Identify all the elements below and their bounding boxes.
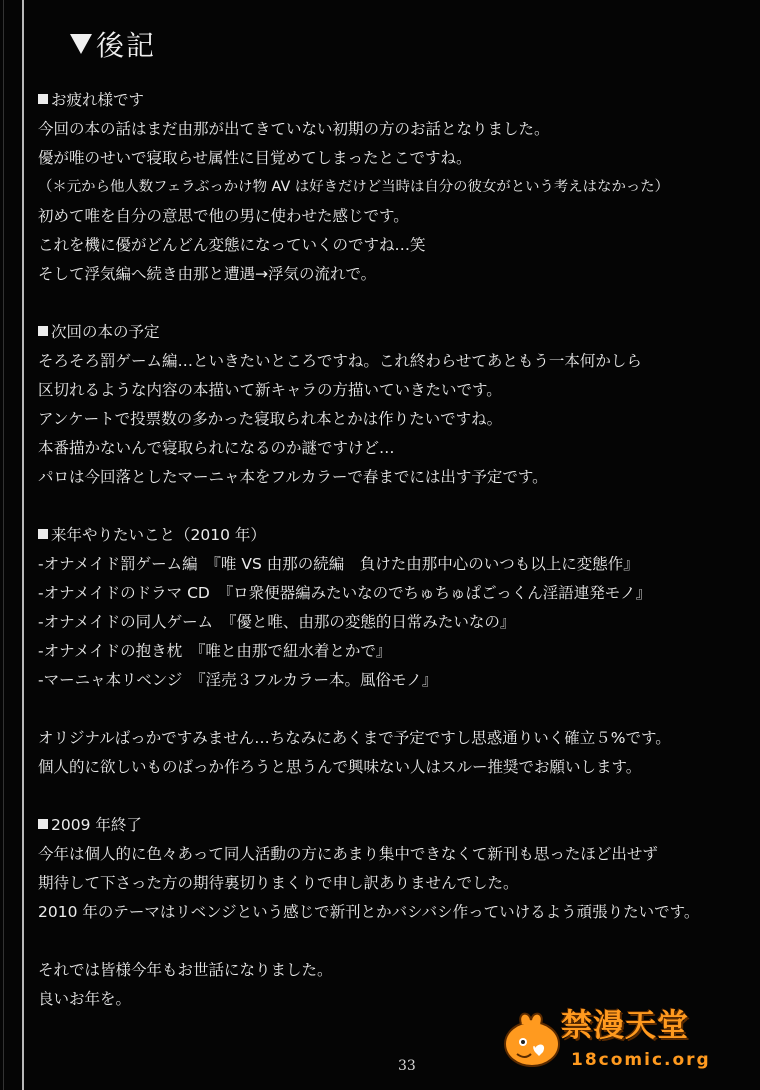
section-heading: 来年やりたいこと（2010 年） bbox=[38, 521, 756, 550]
page-title-text: 後記 bbox=[96, 29, 157, 62]
afterword-body bbox=[38, 86, 756, 1014]
list-item: -マーニャ本リベンジ 『淫売３フルカラー本。風俗モノ』 bbox=[38, 671, 438, 689]
section-heading: 2009 年終了 bbox=[38, 811, 756, 840]
text-line: 今年は個人的に色々あって同人活動の方にあまり集中できなくて新刊も思ったほど出せず bbox=[38, 845, 658, 863]
section-heading: 次回の本の予定 bbox=[38, 318, 756, 347]
section-heading: お疲れ様です bbox=[38, 86, 756, 115]
list-item: -オナメイドのドラマ CD 『ロ衆便器編みたいなのでちゅちゅぱごっくん淫語連発モノ』 bbox=[38, 584, 652, 602]
text-line: アンケートで投票数の多かった寝取られ本とかは作りたいですね。 bbox=[38, 410, 503, 428]
text-line: 本番描かないんで寝取られになるのか謎ですけど… bbox=[38, 439, 395, 457]
text-line: 個人的に欲しいものばっか作ろうと思うんで興味ない人はスルー推奨でお願いします。 bbox=[38, 758, 642, 776]
text-line: （＊元から他人数フェラぶっかけ物 AV は好きだけど当時は自分の彼女がという考えはなかった） bbox=[38, 179, 670, 195]
text-line: 初めて唯を自分の意思で他の男に使わせた感じです。 bbox=[38, 207, 409, 225]
text-line: 今回の本の話はまだ由那が出てきていない初期の方のお話となりました。 bbox=[38, 120, 550, 138]
watermark-domain: 18comic.org bbox=[571, 1050, 711, 1070]
text-line: 2010 年のテーマはリベンジという感じで新刊とかバシバシ作っていけるよう頑張りたいです。 bbox=[38, 903, 700, 921]
text-line: 区切れるような内容の本描いて新キャラの方描いていきたいです。 bbox=[38, 381, 502, 399]
text-line: パロは今回落としたマーニャ本をフルカラーで春までには出す予定です。 bbox=[38, 468, 548, 486]
section-note bbox=[38, 724, 756, 782]
text-line: 良いお年を。 bbox=[38, 990, 132, 1008]
watermark-name: 禁漫天堂 bbox=[561, 1008, 689, 1044]
text-line: オリジナルばっかですみません…ちなみにあくまで予定ですし思惑通りいく確立５%です。 bbox=[38, 729, 671, 747]
section-greeting bbox=[38, 86, 756, 289]
text-line: それでは皆様今年もお世話になりました。 bbox=[38, 961, 333, 979]
list-item: -オナメイド罰ゲーム編 『唯 VS 由那の続編 負けた由那中心のいつも以上に変態作』 bbox=[38, 555, 639, 573]
list-item: -オナメイドの同人ゲーム 『優と唯、由那の変態的日常みたいなの』 bbox=[38, 613, 516, 631]
section-next-book bbox=[38, 318, 756, 492]
text-line: 優が唯のせいで寝取らせ属性に目覚めてしまったとこですね。 bbox=[38, 149, 472, 167]
text-line: これを機に優がどんどん変態になっていくのですね…笑 bbox=[38, 236, 426, 254]
text-line: そして浮気編へ続き由那と遭遇→浮気の流れで。 bbox=[38, 265, 377, 283]
mascot-icon bbox=[499, 1008, 565, 1070]
text-line: そろそろ罰ゲーム編…といきたいところですね。これ終わらせてあともう一本何かしら bbox=[38, 352, 642, 370]
watermark-logo bbox=[495, 1000, 727, 1080]
page-edge-line bbox=[3, 0, 4, 1090]
triangle-down-icon bbox=[70, 34, 92, 54]
text-line: 期待して下さった方の期待裏切りまくりで申し訳ありませんでした。 bbox=[38, 874, 519, 892]
section-year-end bbox=[38, 811, 756, 927]
list-item: -オナメイドの抱き枕 『唯と由那で紐水着とかで』 bbox=[38, 642, 392, 660]
page-title bbox=[70, 24, 156, 64]
page-number: 33 bbox=[398, 1058, 416, 1074]
margin-rule bbox=[22, 0, 24, 1090]
section-next-year bbox=[38, 521, 756, 695]
